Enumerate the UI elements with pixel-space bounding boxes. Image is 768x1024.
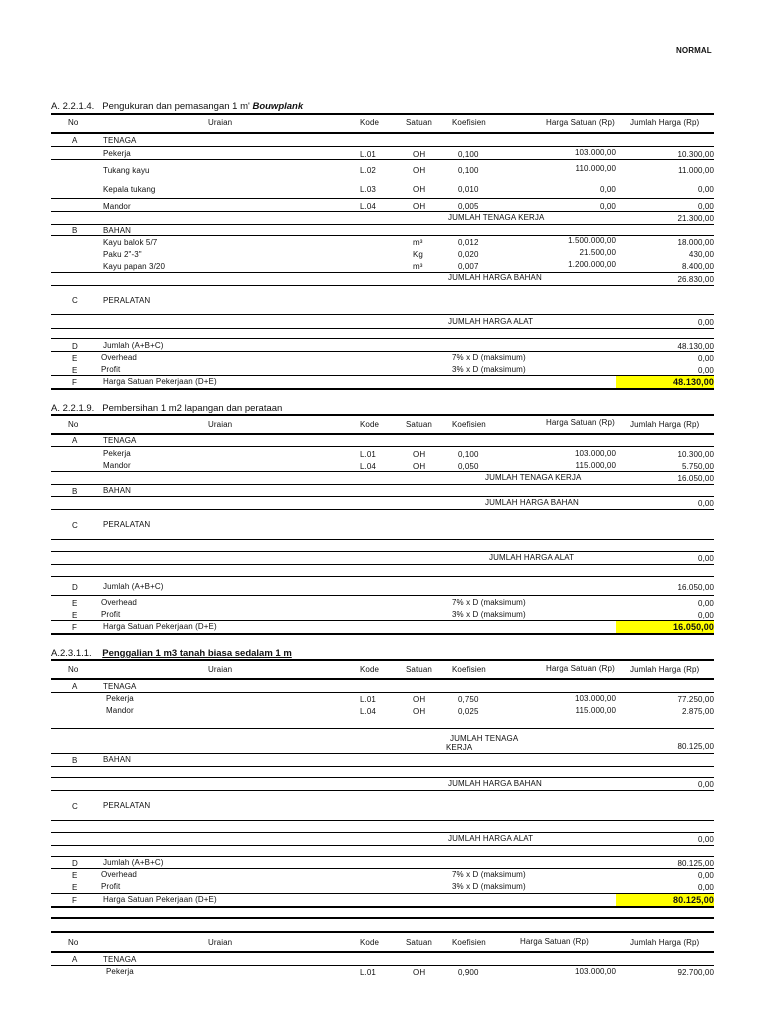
- group-no: B: [72, 756, 78, 765]
- group-label: PERALATAN: [103, 801, 151, 810]
- row-divider: [51, 496, 714, 497]
- row-divider: [51, 692, 714, 693]
- summary-koef: 7% x D (maksimum): [452, 598, 526, 607]
- row-divider: [51, 224, 714, 225]
- table-bottom-border: [51, 906, 714, 908]
- subtotal-label: JUMLAH HARGA BAHAN: [448, 779, 542, 788]
- group-label: TENAGA: [103, 955, 137, 964]
- cell-harga: 103.000,00: [574, 967, 616, 976]
- table-bottom-border: [51, 917, 714, 919]
- summary-value: 0,00: [698, 599, 714, 608]
- row-divider: [51, 620, 714, 621]
- header-bottom-border: [51, 678, 714, 680]
- group-label: PERALATAN: [103, 296, 151, 305]
- cell-harga: 1.500.000,00: [568, 236, 616, 245]
- summary-no: E: [72, 611, 78, 620]
- row-divider: [51, 551, 714, 552]
- cell-koef: 0,025: [458, 707, 479, 716]
- row-divider: [51, 965, 714, 966]
- subtotal-label: JUMLAH HARGA ALAT: [448, 317, 534, 326]
- cell-koef: 0,100: [458, 450, 479, 459]
- cell-jumlah: 2.875,00: [682, 707, 714, 716]
- subtotal-label: JUMLAH TENAGA KERJA: [485, 473, 582, 482]
- section-title: [51, 101, 303, 112]
- group-label: PERALATAN: [103, 520, 151, 529]
- cell-koef: 0,100: [458, 150, 479, 159]
- row-divider: [51, 753, 714, 754]
- cell-satuan: m³: [413, 262, 423, 271]
- page-mode-label: NORMAL: [676, 46, 712, 55]
- cell-harga: 103.000,00: [574, 449, 616, 458]
- col-jumlah-harga: Jumlah Harga (Rp): [630, 938, 700, 947]
- group-label: BAHAN: [103, 226, 132, 235]
- row-divider: [51, 766, 714, 767]
- subtotal-label: JUMLAH TENAGA KERJA: [448, 213, 545, 222]
- cell-harga: 21.500,00: [579, 248, 616, 257]
- cell-satuan: m³: [413, 238, 423, 247]
- row-divider: [51, 832, 714, 833]
- col-satuan: Satuan: [406, 938, 432, 947]
- row-divider: [51, 576, 714, 577]
- header-bottom-border: [51, 951, 714, 953]
- section-code: A. 2.2.1.9.: [51, 403, 95, 414]
- subtotal-value: 0,00: [698, 835, 714, 844]
- row-divider: [51, 728, 714, 729]
- col-no: No: [68, 420, 79, 429]
- subtotal-value: 26.830,00: [677, 275, 714, 284]
- subtotal-value: 21.300,00: [677, 214, 714, 223]
- cell-satuan: OH: [413, 185, 426, 194]
- table-top-border: [51, 931, 714, 933]
- row-divider: [51, 446, 714, 447]
- col-jumlah-harga: Jumlah Harga (Rp): [630, 420, 700, 429]
- cell-uraian: Kayu papan 3/20: [103, 262, 165, 271]
- summary-value: 48.130,00: [677, 342, 714, 351]
- cell-satuan: OH: [413, 202, 426, 211]
- col-jumlah-harga: Jumlah Harga (Rp): [630, 118, 700, 127]
- summary-koef: 3% x D (maksimum): [452, 610, 526, 619]
- header-bottom-border: [51, 132, 714, 134]
- col-satuan: Satuan: [406, 118, 432, 127]
- group-no: B: [72, 487, 78, 496]
- row-divider: [51, 893, 714, 894]
- col-harga-satuan: Harga Satuan (Rp): [546, 664, 615, 673]
- cell-uraian: Pekerja: [106, 967, 134, 976]
- col-no: No: [68, 665, 79, 674]
- summary-value: 0,00: [698, 354, 714, 363]
- summary-koef: 3% x D (maksimum): [452, 365, 526, 374]
- subtotal-label: JUMLAH HARGA BAHAN: [448, 273, 542, 282]
- group-no: B: [72, 226, 78, 235]
- cell-jumlah: 10.300,00: [677, 450, 714, 459]
- group-no: C: [72, 802, 78, 811]
- cell-uraian: Tukang kayu: [103, 166, 150, 175]
- row-divider: [51, 159, 714, 160]
- summary-no: D: [72, 583, 78, 592]
- col-harga-satuan: Harga Satuan (Rp): [546, 118, 615, 127]
- section-title-text: Pembersihan 1 m2 lapangan dan perataan: [102, 403, 283, 414]
- col-koefisien: Koefisien: [452, 665, 486, 674]
- cell-kode: L.01: [360, 150, 376, 159]
- summary-label: Profit: [101, 882, 121, 891]
- table-bottom-border: [51, 388, 714, 390]
- col-koefisien: Koefisien: [452, 420, 486, 429]
- total-value: 16.050,00: [673, 622, 714, 632]
- group-no: A: [72, 136, 78, 145]
- cell-kode: L.02: [360, 166, 376, 175]
- total-value: 80.125,00: [673, 895, 714, 905]
- total-no: F: [72, 378, 77, 387]
- cell-uraian: Kepala tukang: [103, 185, 156, 194]
- col-koefisien: Koefisien: [452, 938, 486, 947]
- cell-jumlah: 10.300,00: [677, 150, 714, 159]
- summary-no: E: [72, 366, 78, 375]
- summary-value: 0,00: [698, 883, 714, 892]
- row-divider: [51, 211, 714, 212]
- summary-label: Jumlah (A+B+C): [103, 582, 164, 591]
- row-divider: [51, 509, 714, 510]
- row-divider: [51, 471, 714, 472]
- row-divider: [51, 314, 714, 315]
- cell-uraian: Mandor: [103, 461, 131, 470]
- group-label: BAHAN: [103, 755, 132, 764]
- cell-uraian: Mandor: [106, 706, 134, 715]
- cell-kode: L.04: [360, 202, 376, 211]
- subtotal-label: JUMLAH HARGA BAHAN: [485, 498, 579, 507]
- subtotal-label-line: JUMLAH TENAGA: [450, 734, 519, 743]
- summary-label: Jumlah (A+B+C): [103, 341, 164, 350]
- summary-no: D: [72, 859, 78, 868]
- subtotal-label: JUMLAH HARGA ALAT: [489, 553, 575, 562]
- cell-jumlah: 430,00: [688, 250, 714, 259]
- group-no: A: [72, 955, 78, 964]
- cell-kode: L.04: [360, 707, 376, 716]
- cell-satuan: OH: [413, 166, 426, 175]
- section-title: [51, 648, 292, 659]
- row-divider: [51, 539, 714, 540]
- summary-koef: 3% x D (maksimum): [452, 882, 526, 891]
- summary-koef: 7% x D (maksimum): [452, 353, 526, 362]
- table-top-border: [51, 113, 714, 115]
- subtotal-label: JUMLAH HARGA ALAT: [448, 834, 534, 843]
- group-label: TENAGA: [103, 136, 137, 145]
- cell-satuan: OH: [413, 150, 426, 159]
- summary-no: E: [72, 871, 78, 880]
- total-label: Harga Satuan Pekerjaan (D+E): [103, 622, 217, 631]
- total-no: F: [72, 896, 77, 905]
- cell-satuan: OH: [413, 968, 426, 977]
- total-no: F: [72, 623, 77, 632]
- row-divider: [51, 338, 714, 339]
- cell-harga: 110.000,00: [575, 164, 616, 173]
- row-divider: [51, 868, 714, 869]
- col-jumlah-harga: Jumlah Harga (Rp): [630, 665, 700, 674]
- cell-koef: 0,750: [458, 695, 479, 704]
- cell-harga: 103.000,00: [574, 694, 616, 703]
- cell-uraian: Pekerja: [103, 149, 131, 158]
- cell-harga: 1.200.000,00: [568, 260, 616, 269]
- group-no: A: [72, 682, 78, 691]
- group-no: C: [72, 521, 78, 530]
- row-divider: [51, 820, 714, 821]
- group-label: TENAGA: [103, 436, 137, 445]
- summary-label: Overhead: [101, 353, 137, 362]
- summary-no: E: [72, 883, 78, 892]
- section-title: [51, 403, 282, 414]
- row-divider: [51, 564, 714, 565]
- cell-koef: 0,007: [458, 262, 479, 271]
- summary-no: E: [72, 354, 78, 363]
- summary-label: Overhead: [101, 598, 137, 607]
- summary-label: Jumlah (A+B+C): [103, 858, 164, 867]
- col-uraian: Uraian: [208, 938, 233, 947]
- section-title-text: Pengukuran dan pemasangan 1 m': [102, 101, 250, 112]
- cell-uraian: Kayu balok 5/7: [103, 238, 158, 247]
- cell-jumlah: 11.000,00: [678, 166, 714, 175]
- col-satuan: Satuan: [406, 665, 432, 674]
- col-harga-satuan: Harga Satuan (Rp): [520, 937, 589, 946]
- summary-label: Profit: [101, 365, 121, 374]
- cell-kode: L.01: [360, 695, 376, 704]
- cell-kode: L.03: [360, 185, 376, 194]
- cell-koef: 0,012: [458, 238, 479, 247]
- row-divider: [51, 845, 714, 846]
- cell-kode: L.04: [360, 462, 376, 471]
- summary-value: 0,00: [698, 366, 714, 375]
- col-koefisien: Koefisien: [452, 118, 486, 127]
- row-divider: [51, 351, 714, 352]
- row-divider: [51, 790, 714, 791]
- summary-no: E: [72, 599, 78, 608]
- summary-value: 16.050,00: [677, 583, 714, 592]
- group-label: TENAGA: [103, 682, 137, 691]
- cell-harga: 0,00: [600, 185, 616, 194]
- cell-uraian: Pekerja: [103, 449, 131, 458]
- row-divider: [51, 375, 714, 376]
- col-kode: Kode: [360, 420, 380, 429]
- cell-harga: 0,00: [600, 202, 616, 211]
- table-top-border: [51, 659, 714, 661]
- section-title-italic: Bouwplank: [252, 101, 304, 112]
- cell-satuan: OH: [413, 707, 426, 716]
- cell-satuan: Kg: [413, 250, 423, 259]
- table-top-border: [51, 414, 714, 416]
- subtotal-value: 0,00: [698, 318, 714, 327]
- subtotal-value: 80.125,00: [677, 742, 714, 751]
- cell-harga: 115.000,00: [575, 461, 616, 470]
- cell-koef: 0,100: [458, 166, 479, 175]
- cell-koef: 0,020: [458, 250, 479, 259]
- summary-koef: 7% x D (maksimum): [452, 870, 526, 879]
- row-divider: [51, 328, 714, 329]
- cell-harga: 115.000,00: [575, 706, 616, 715]
- cell-jumlah: 0,00: [698, 202, 714, 211]
- row-divider: [51, 285, 714, 286]
- summary-no: D: [72, 342, 78, 351]
- total-label: Harga Satuan Pekerjaan (D+E): [103, 895, 217, 904]
- row-divider: [51, 198, 714, 199]
- group-label: BAHAN: [103, 486, 132, 495]
- total-label: Harga Satuan Pekerjaan (D+E): [103, 377, 217, 386]
- row-divider: [51, 777, 714, 778]
- cell-jumlah: 8.400,00: [682, 262, 714, 271]
- row-divider: [51, 484, 714, 485]
- total-value: 48.130,00: [673, 377, 714, 387]
- cell-koef: 0,005: [458, 202, 479, 211]
- header-bottom-border: [51, 433, 714, 435]
- cell-kode: L.01: [360, 968, 376, 977]
- col-kode: Kode: [360, 118, 380, 127]
- cell-koef: 0,050: [458, 462, 479, 471]
- summary-value: 0,00: [698, 871, 714, 880]
- subtotal-value: 0,00: [698, 554, 714, 563]
- cell-uraian: Paku 2"-3": [103, 250, 142, 259]
- col-uraian: Uraian: [208, 118, 233, 127]
- cell-satuan: OH: [413, 462, 426, 471]
- section-code: A.2.3.1.1.: [51, 648, 92, 659]
- col-kode: Kode: [360, 938, 380, 947]
- row-divider: [51, 856, 714, 857]
- subtotal-value: 0,00: [698, 499, 714, 508]
- cell-jumlah: 77.250,00: [677, 695, 714, 704]
- cell-jumlah: 5.750,00: [682, 462, 714, 471]
- group-no: C: [72, 296, 78, 305]
- col-harga-satuan: Harga Satuan (Rp): [546, 418, 615, 427]
- cell-satuan: OH: [413, 695, 426, 704]
- col-no: No: [68, 118, 79, 127]
- col-satuan: Satuan: [406, 420, 432, 429]
- summary-value: 0,00: [698, 611, 714, 620]
- cell-uraian: Mandor: [103, 202, 131, 211]
- summary-label: Overhead: [101, 870, 137, 879]
- col-uraian: Uraian: [208, 665, 233, 674]
- col-kode: Kode: [360, 665, 380, 674]
- cell-kode: L.01: [360, 450, 376, 459]
- cell-jumlah: 18.000,00: [677, 238, 714, 247]
- subtotal-value: 0,00: [698, 780, 714, 789]
- cell-satuan: OH: [413, 450, 426, 459]
- summary-label: Profit: [101, 610, 121, 619]
- row-divider: [51, 595, 714, 596]
- subtotal-value: 16.050,00: [677, 474, 714, 483]
- cell-jumlah: 0,00: [698, 185, 714, 194]
- subtotal-label-line: KERJA: [446, 743, 473, 752]
- cell-koef: 0,010: [458, 185, 479, 194]
- section-title-text: Penggalian 1 m3 tanah biasa sedalam 1 m: [102, 648, 292, 659]
- row-divider: [51, 146, 714, 147]
- section-code: A. 2.2.1.4.: [51, 101, 95, 112]
- group-no: A: [72, 436, 78, 445]
- table-bottom-border: [51, 633, 714, 635]
- cell-harga: 103.000,00: [574, 148, 616, 157]
- col-no: No: [68, 938, 79, 947]
- summary-value: 80.125,00: [677, 859, 714, 868]
- col-uraian: Uraian: [208, 420, 233, 429]
- cell-uraian: Pekerja: [106, 694, 134, 703]
- cell-jumlah: 92.700,00: [677, 968, 714, 977]
- cell-koef: 0,900: [458, 968, 479, 977]
- row-divider: [51, 272, 714, 273]
